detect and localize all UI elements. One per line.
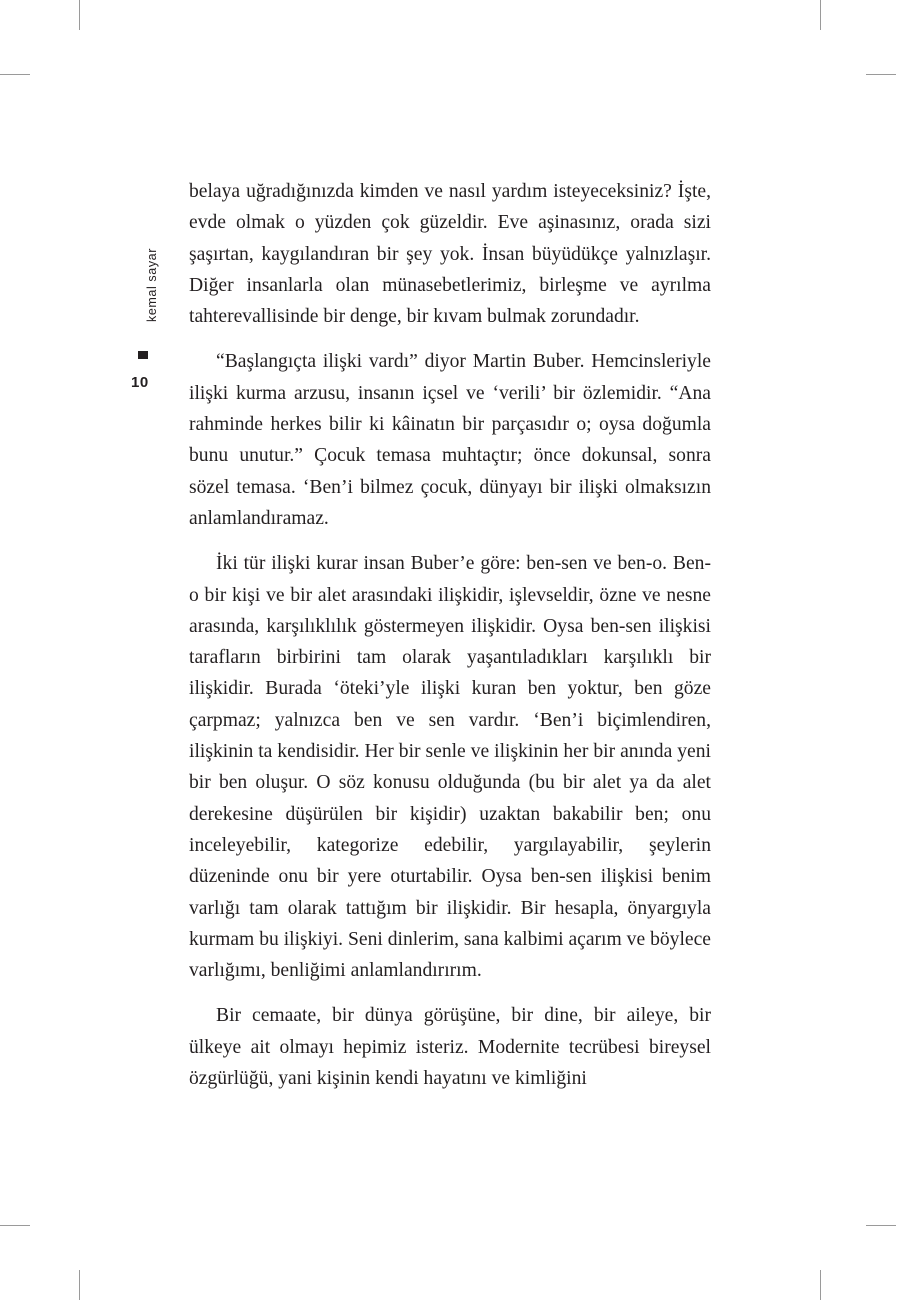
paragraph-3: İki tür ilişki kurar insan Buber’e göre: ben-sen ve ben-o. Ben-o bir kişi ve bir alet arasındaki ilişkidir, işlevseldir, özne ve nesne arasında, karşılıklılık göstermeyen ilişkidir. Oysa ben-sen ilişkisi tarafların birbirini tam olarak yaşantıladıkları karşılıklı bir ilişkidir. Burada ‘öteki’yle ilişki kuran ben yoktur, ben göze çarpmaz; yalnızca ben ve sen vardır. ‘Ben’i biçimlendiren, ilişkinin ta kendisidir. Her bir senle ve ilişkinin her bir anında yeni bir ben oluşur. O söz konusu olduğunda (bu bir alet ya da alet derekesine düşürülen bir kişidir) uzaktan bakabilir ben; onu inceleyebilir, kategorize edebilir, yargılayabilir, şeylerin düzeninde onu bir yere oturtabilir. Oysa ben-sen ilişkisi benim varlığı tam olarak tattığım bir ilişkidir. Bir hesapla, önyargıyla kurmam bu ilişkiyi. Seni dinlerim, sana kalbimi açarım ve böylece varlığımı, benliğimi anlamlandırırım. (189, 553, 711, 982)
crop-mark-bottom-right (820, 1270, 821, 1300)
body-text (189, 176, 711, 1108)
crop-mark-left-bottom (0, 1225, 30, 1226)
crop-mark-top-right (820, 0, 821, 30)
crop-mark-bottom-left (79, 1270, 80, 1300)
paragraph-1: belaya uğradığınızda kimden ve nasıl yardım isteyeceksiniz? İşte, evde olmak o yüzden çok güzeldir. Eve aşinasınız, orada sizi şaşırtan, kaygılandıran bir şey yok. İnsan büyüdükçe yalnızlaşır. Diğer insanlarla olan münasebetlerimiz, birleşme ve ayrılma tahterevallisinde bir denge, bir kıvam bulmak zorundadır. (189, 181, 711, 328)
running-head-author: kemal sayar (145, 248, 159, 322)
paragraph-2: “Başlangıçta ilişki vardı” diyor Martin Buber. Hemcinsleriyle ilişki kurma arzusu, insanın içsel ve ‘verili’ bir özlemidir. “Ana rahminde herkes bilir ki kâinatın bir parçasıdır o; oysa doğumla bunu unutur.” Çocuk temasa muhtaçtır; önce dokunsal, sonra sözel temasa. ‘Ben’i bilmez çocuk, dünyayı bir ilişki olmaksızın anlamlandıramaz. (189, 351, 711, 529)
crop-mark-top-left (79, 0, 80, 30)
crop-mark-left-top (0, 74, 30, 75)
crop-mark-right-bottom (866, 1225, 896, 1226)
paragraph-4: Bir cemaate, bir dünya görüşüne, bir dine, bir aileye, bir ülkeye ait olmayı hepimiz isteriz. Modernite tecrübesi bireysel özgürlüğü, yani kişinin kendi hayatını ve kimliğini (189, 1005, 711, 1090)
page-number: 10 (131, 374, 149, 391)
crop-mark-right-top (866, 74, 896, 75)
running-head-bar (138, 351, 148, 359)
